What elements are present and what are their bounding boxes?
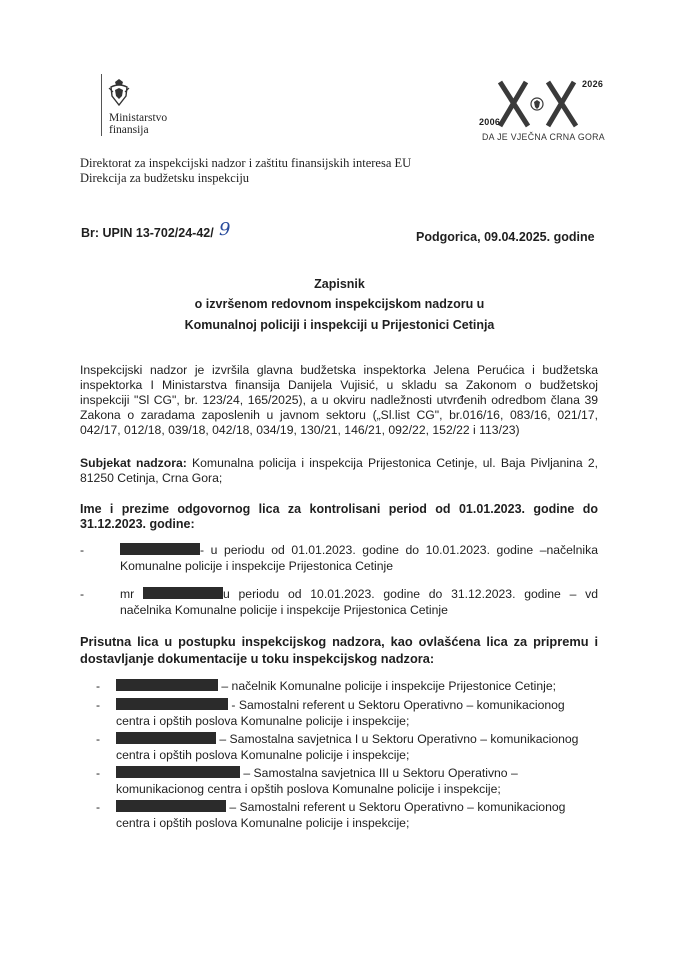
reference-number: Br: UPIN 13-702/24-42/ [81,226,214,240]
document-subtitle-line1: o izvršenom redovnom inspekcijskom nadzoru u [194,297,485,311]
redacted-name [116,766,240,778]
header-divider [101,74,102,136]
redacted-name [116,732,216,744]
redacted-name [116,679,218,691]
present-person-text: - Samostalni referent u Sektoru Operativno – komunikacionog [228,698,565,712]
reference-handwritten-number: 9 [219,219,231,240]
document-subtitle-line2: Komunalnoj policiji i inspekciji u Prijestonici Cetinja [184,318,495,332]
responsible-item-text: - u periodu od 01.01.2023. godine do 10.01.2023. godine –načelnika Komunalne policije i inspekcije Prijestonica Cetinje [120,543,598,573]
redacted-name [116,800,226,812]
place-and-date: Podgorica, 09.04.2025. godine [416,230,595,244]
list-dash: - [96,679,101,693]
list-dash: - [80,543,85,557]
present-person-text: – Samostalna savjetnica I u Sektoru Operativno – komunikacionog [216,732,579,746]
redacted-name [116,698,228,710]
list-dash: - [96,732,101,746]
ministry-name-line2: finansija [109,124,149,136]
jubilee-year-end: 2026 [582,79,604,89]
document-title: Zapisnik [314,277,365,291]
responsible-item-text: u periodu od 10.01.2023. godine do 31.12.2023. godine – vd načelnika Komunalne policije i inspekcije Prijestonica Cetinje [120,587,598,617]
subject-label: Subjekat nadzora: [80,456,187,470]
present-persons-heading: Prisutna lica u postupku inspekcijskog nadzora, kao ovlašćena lica za pripremu i dostavljanje dokumentacije u toku inspekcijskog nadzora: [80,634,598,666]
list-dash: - [80,587,85,601]
redacted-name [120,543,200,555]
present-person-text-cont: centra i opštih poslova Komunalne policije i inspekcije; [116,816,410,830]
responsible-heading: Ime i prezime odgovornog lica za kontrolisani period od 01.01.2023. godine do 31.12.2023. godine: [80,502,598,531]
list-dash: - [96,800,101,814]
present-person-text-cont: komunikacionog centra i opštih poslova Komunalne policije i inspekcije; [116,782,501,796]
directorate-line1: Direktorat za inspekcijski nadzor i zaštitu finansijskih interesa EU [80,156,412,170]
intro-paragraph: Inspekcijski nadzor je izvršila glavna budžetska inspektorka Jelena Perućica i budžetska inspektorka I Ministarstva finansija Danijela Vujisić, u skladu sa Zakonom o budžetskoj inspekciji "Sl CG", br. 123/24, 165/2025), a u okviru nadležnosti utvrđenih odredbom člana 39 Zakona o zaradama zaposlenih u javnom sektoru („Sl.list CG", br.016/16, 083/16, 021/17, 042/17, 012/18, 039/18, 042/18, 034/19, 130/21, 146/21, 092/22, 152/22 i 113/23) [80,363,598,437]
directorate-line2: Direkcija za budžetsku inspekciju [80,171,250,185]
subject-paragraph [80,456,598,486]
present-person-text: – načelnik Komunalne policije i inspekcije Prijestonice Cetinje; [218,679,557,693]
list-dash: - [96,766,101,780]
present-person-text-cont: centra i opštih poslova Komunalne policije i inspekcije; [116,714,410,728]
list-dash: - [96,698,101,712]
ministry-name-line1: Ministarstvo [109,112,168,124]
subject-text: Komunalna policija i inspekcija Prijestonica Cetinje, ul. Baja Pivljanina 2, 81250 Cetinja, Crna Gora; [80,456,598,485]
responsible-item-prefix: mr [120,587,135,601]
jubilee-year-start: 2006 [479,117,501,127]
jubilee-caption: DA JE VJEČNA CRNA GORA [482,132,605,142]
present-person-text: – Samostalni referent u Sektoru Operativno – komunikacionog [226,800,566,814]
present-person-text-cont: centra i opštih poslova Komunalne policije i inspekcije; [116,748,410,762]
montenegro-coat-of-arms-icon [108,78,130,108]
present-person-text: – Samostalna savjetnica III u Sektoru Operativno – [240,766,518,780]
redacted-name [143,587,223,599]
